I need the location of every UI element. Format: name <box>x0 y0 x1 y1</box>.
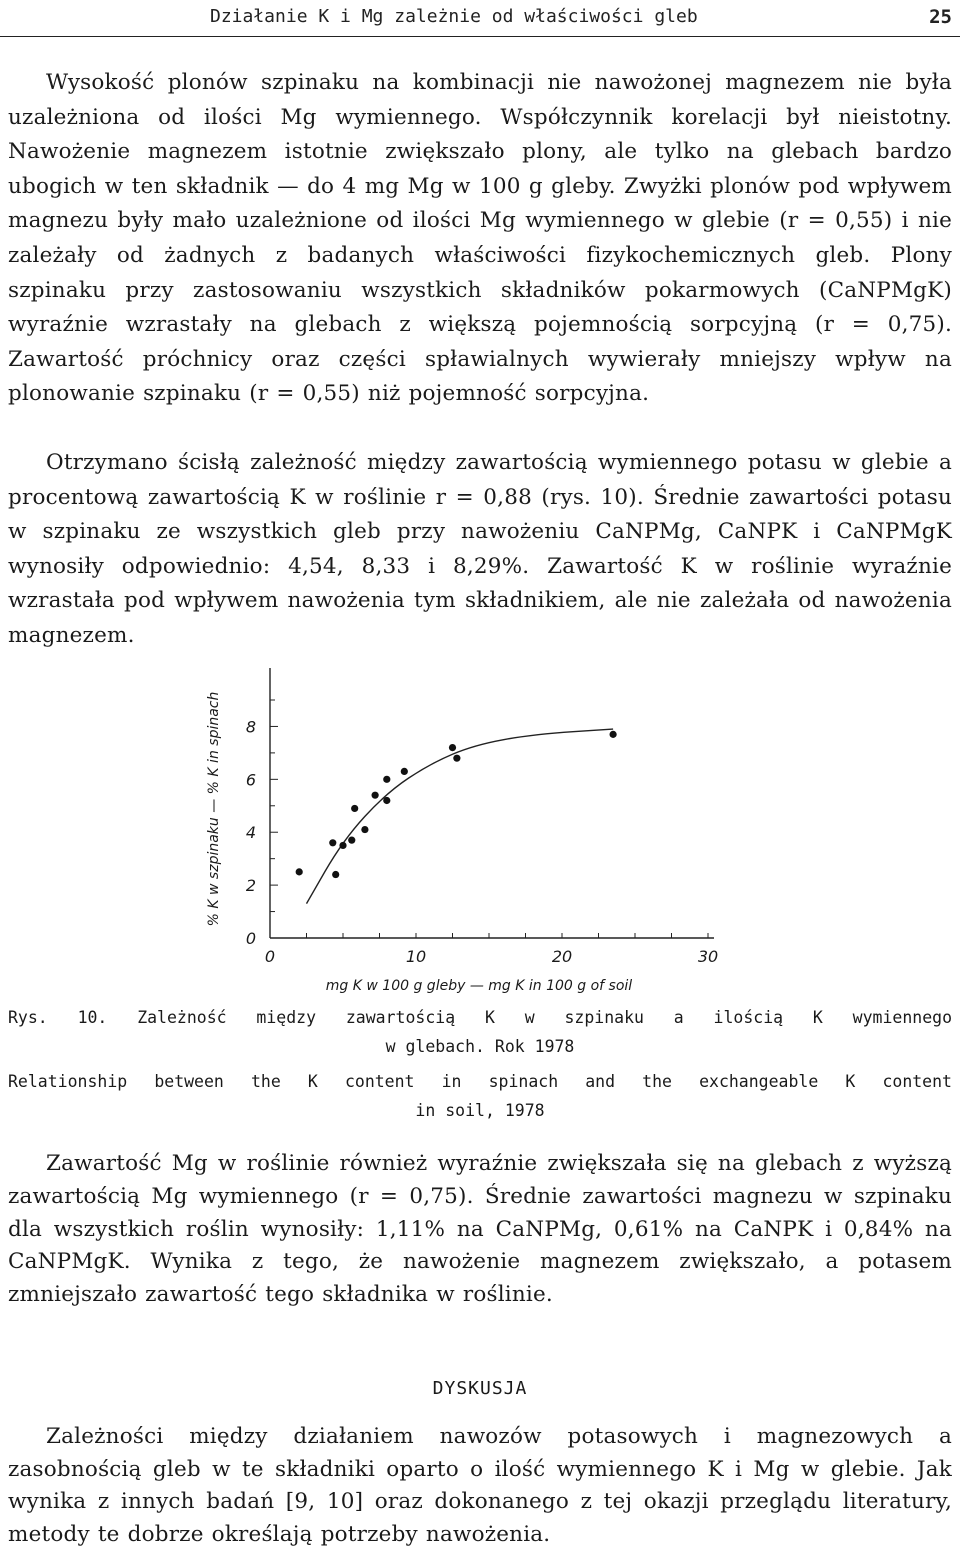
data-point <box>361 826 368 833</box>
data-point <box>332 871 339 878</box>
y-tick-label: 2 <box>245 876 256 896</box>
data-point <box>339 842 346 849</box>
data-point <box>296 868 303 875</box>
paragraph-1: Wysokość plonów szpinaku na kombinacji nie nawożonej magnezem nie była uzależniona od ilości Mg wymiennego. Współczynnik korelacji był nieistotny. Nawożenie magnezem istotnie zwiększało plony, ale tylko na glebach bardzo ubogich w ten składnik — do 4 mg Mg w 100 g gleby. Zwyżki plonów pod wpływem magnezu były mało uzależnione od ilości Mg wymiennego w glebie (r = 0,55) i nie zależały od żadnych z badanych właściwości fizykochemicznych gleb. Plony szpinaku przy zastosowaniu wszystkich składników pokarmowych (CaNPMgK) wyraźnie wzrastały na glebach z większą pojemnością sorpcyjną (r = 0,75). Zawartość próchnicy oraz części spławialnych wywierały mniejszy wpływ na plonowanie szpinaku (r = 0,55) niż pojemność sorpcyjna. <box>8 70 952 407</box>
y-tick-label: 4 <box>245 823 256 843</box>
data-point <box>383 776 390 783</box>
x-tick-label: 0 <box>264 947 276 966</box>
page-header <box>0 0 960 37</box>
y-axis-title: % K w szpinaku — % K in spinach <box>206 691 222 927</box>
caption-pl-line-2: w glebach. Rok 1978 <box>385 1037 575 1056</box>
data-point <box>453 755 460 762</box>
y-tick-label: 6 <box>245 770 256 790</box>
data-point <box>610 731 617 738</box>
paragraph-3: Zawartość Mg w roślinie również wyraźnie zwiększała się na glebach z wyższą zawartością Mg wymiennego (r = 0,75). Średnie zawartości magnezu w szpinaku dla wszystkich roślin wynosiły: 1,11% na CaNPMg, 0,61% na CaNPK i 0,84% na CaNPMgK. Wynika z tego, że nawożenie magnezem zwiększało, a potasem zmniejszało zawartość tego składnika w roślinie. <box>8 1151 952 1308</box>
page-number: 25 <box>929 6 952 28</box>
section-heading: DYSKUSJA <box>432 1378 528 1399</box>
paragraph-4: Zależności między działaniem nawozów potasowych i magnezowych a zasobnością gleb w te składniki oparto o ilość wymiennego K i Mg w glebie. Jak wynika z innych badań [9, 10] oraz dokonanego z tej okazji przeglądu literatury, metody te dobrze określają potrzeby nawożenia. <box>8 1424 952 1547</box>
figure-10-chart <box>190 660 750 1000</box>
data-point <box>372 792 379 799</box>
fit-curve <box>307 729 614 904</box>
data-point <box>348 837 355 844</box>
caption-en-line-1: Relationship between the K content in spinach and the exchangeable K content <box>8 1072 952 1091</box>
y-tick-label: 8 <box>245 717 256 737</box>
caption-pl-line-1: Rys. 10. Zależność między zawartością K w szpinaku a ilością K wymiennego <box>8 1008 952 1027</box>
caption-en-line-2: in soil, 1978 <box>415 1101 545 1120</box>
x-tick-label: 10 <box>405 947 427 966</box>
running-title: Działanie K i Mg zależnie od właściwości gleb <box>210 6 698 27</box>
paragraph-2: Otrzymano ścisłą zależność między zawartością wymiennego potasu w glebie a procentową zawartością K w roślinie r = 0,88 (rys. 10). Średnie zawartości potasu w szpinaku ze wszystkich gleb przy nawożeniu CaNPMg, CaNPK i CaNPMgK wynosiły odpowiednio: 4,54, 8,33 i 8,29%. Zawartość K w roślinie wyraźnie wzrastała pod wpływem nawożenia tym składnikiem, ale nie zależała od nawożenia magnezem. <box>8 450 952 648</box>
data-point <box>401 768 408 775</box>
data-point <box>351 805 358 812</box>
x-tick-label: 20 <box>551 947 573 966</box>
y-tick-label: 0 <box>245 929 256 948</box>
data-point <box>329 839 336 846</box>
x-tick-label: 30 <box>697 947 719 966</box>
x-axis-title: mg K w 100 g gleby — mg K in 100 g of soil <box>325 978 633 994</box>
data-point <box>449 744 456 751</box>
scatter-chart <box>190 660 750 1000</box>
data-point <box>383 797 390 804</box>
